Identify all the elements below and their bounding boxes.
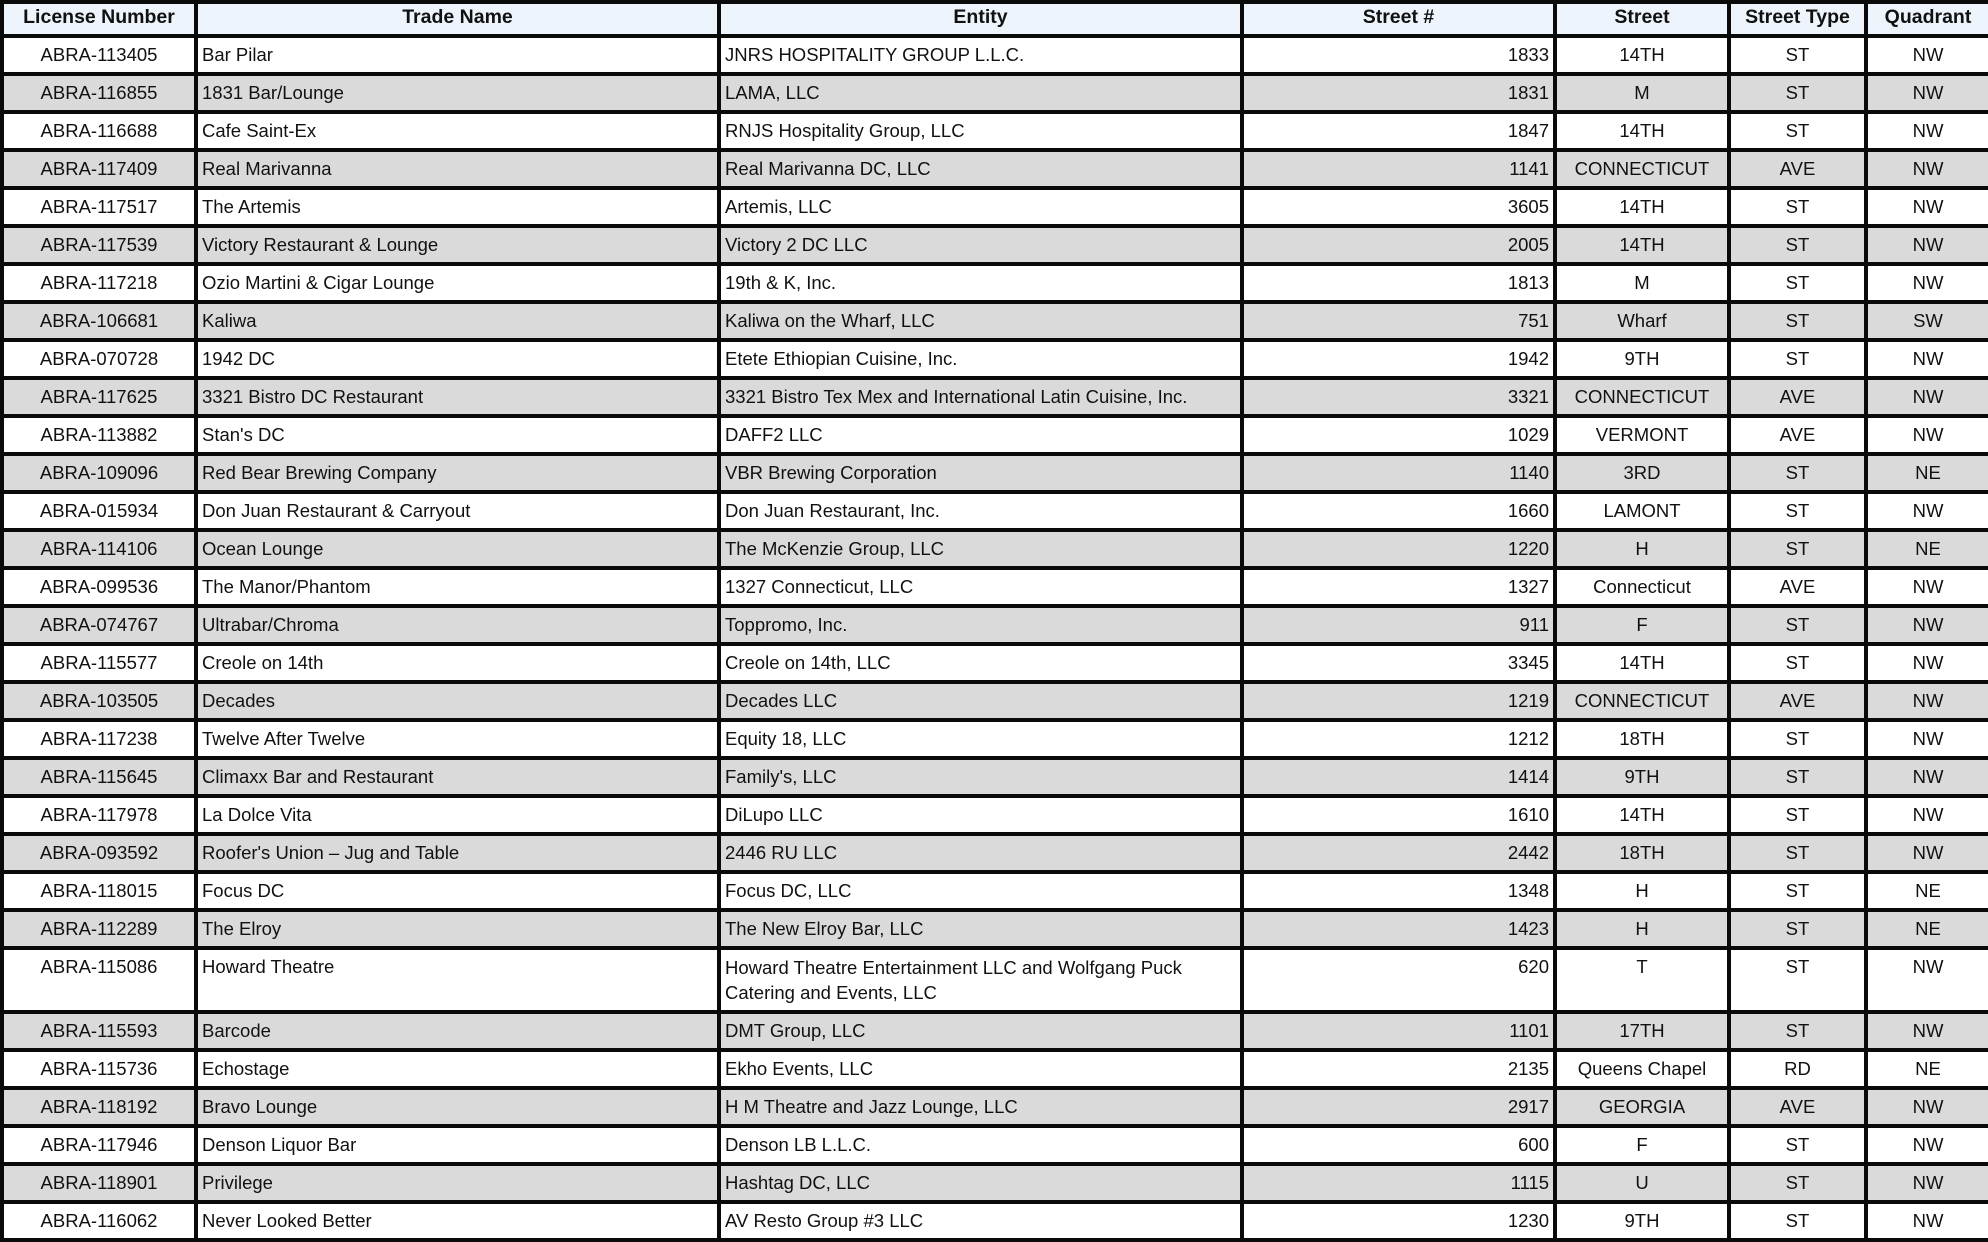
street-type-cell[interactable]: ST (1729, 264, 1866, 302)
table-row (2, 492, 1988, 530)
street-number-cell[interactable]: 1831 (1242, 74, 1555, 112)
trade-name-cell[interactable]: Twelve After Twelve (196, 720, 719, 758)
quadrant-cell[interactable]: NW (1866, 416, 1988, 454)
quadrant-cell[interactable]: NW (1866, 226, 1988, 264)
street-type-cell[interactable]: ST (1729, 796, 1866, 834)
entity-cell[interactable]: Kaliwa on the Wharf, LLC (719, 302, 1242, 340)
street-number-cell[interactable]: 751 (1242, 302, 1555, 340)
street-cell[interactable]: 3RD (1555, 454, 1729, 492)
entity-cell[interactable]: Toppromo, Inc. (719, 606, 1242, 644)
license-number-cell[interactable]: ABRA-115645 (2, 758, 196, 796)
street-number-cell[interactable]: 1115 (1242, 1164, 1555, 1202)
street-cell[interactable]: 18TH (1555, 720, 1729, 758)
table-row (2, 720, 1988, 758)
street-type-cell[interactable]: ST (1729, 1012, 1866, 1050)
street-number-cell[interactable]: 3605 (1242, 188, 1555, 226)
street-type-cell[interactable]: ST (1729, 530, 1866, 568)
street-number-cell[interactable]: 1348 (1242, 872, 1555, 910)
quadrant-cell[interactable]: NE (1866, 530, 1988, 568)
quadrant-cell[interactable]: NW (1866, 112, 1988, 150)
header-trade-name[interactable]: Trade Name (196, 2, 719, 36)
quadrant-cell[interactable]: NW (1866, 1126, 1988, 1164)
quadrant-cell[interactable]: NW (1866, 568, 1988, 606)
license-number-cell[interactable]: ABRA-118901 (2, 1164, 196, 1202)
street-cell[interactable]: 9TH (1555, 758, 1729, 796)
table-row (2, 188, 1988, 226)
street-cell[interactable]: GEORGIA (1555, 1088, 1729, 1126)
entity-cell[interactable]: 3321 Bistro Tex Mex and International Latin Cuisine, Inc. (719, 378, 1242, 416)
quadrant-cell[interactable]: NW (1866, 1202, 1988, 1240)
table-row (2, 948, 1988, 1012)
table-row (2, 74, 1988, 112)
table-row (2, 1050, 1988, 1088)
entity-cell[interactable]: Artemis, LLC (719, 188, 1242, 226)
trade-name-cell[interactable]: Cafe Saint-Ex (196, 112, 719, 150)
table-row (2, 416, 1988, 454)
trade-name-cell[interactable]: Ocean Lounge (196, 530, 719, 568)
quadrant-cell[interactable]: NW (1866, 758, 1988, 796)
entity-cell[interactable]: The McKenzie Group, LLC (719, 530, 1242, 568)
header-street-type[interactable]: Street Type (1729, 2, 1866, 36)
street-type-cell[interactable]: ST (1729, 302, 1866, 340)
trade-name-cell[interactable]: Victory Restaurant & Lounge (196, 226, 719, 264)
street-type-cell[interactable]: ST (1729, 872, 1866, 910)
street-number-cell[interactable]: 1230 (1242, 1202, 1555, 1240)
table-row (2, 834, 1988, 872)
street-number-cell[interactable]: 1220 (1242, 530, 1555, 568)
quadrant-cell[interactable]: NE (1866, 910, 1988, 948)
license-number-cell[interactable]: ABRA-116688 (2, 112, 196, 150)
street-cell[interactable]: 18TH (1555, 834, 1729, 872)
license-number-cell[interactable]: ABRA-117946 (2, 1126, 196, 1164)
entity-cell[interactable]: LAMA, LLC (719, 74, 1242, 112)
table-row (2, 1126, 1988, 1164)
street-type-cell[interactable]: ST (1729, 188, 1866, 226)
trade-name-cell[interactable]: The Artemis (196, 188, 719, 226)
street-type-cell[interactable]: ST (1729, 644, 1866, 682)
street-type-cell[interactable]: ST (1729, 74, 1866, 112)
table-row (2, 1164, 1988, 1202)
entity-cell[interactable]: Focus DC, LLC (719, 872, 1242, 910)
entity-cell[interactable]: Ekho Events, LLC (719, 1050, 1242, 1088)
street-number-cell[interactable]: 1942 (1242, 340, 1555, 378)
entity-cell[interactable]: AV Resto Group #3 LLC (719, 1202, 1242, 1240)
trade-name-cell[interactable]: Barcode (196, 1012, 719, 1050)
license-number-cell[interactable]: ABRA-118015 (2, 872, 196, 910)
street-cell[interactable]: 14TH (1555, 644, 1729, 682)
license-number-cell[interactable]: ABRA-074767 (2, 606, 196, 644)
trade-name-cell[interactable]: Bar Pilar (196, 36, 719, 74)
trade-name-cell[interactable]: Ultrabar/Chroma (196, 606, 719, 644)
street-cell[interactable]: Wharf (1555, 302, 1729, 340)
street-number-cell[interactable]: 600 (1242, 1126, 1555, 1164)
license-number-cell[interactable]: ABRA-112289 (2, 910, 196, 948)
license-number-cell[interactable]: ABRA-115736 (2, 1050, 196, 1088)
street-type-cell[interactable]: AVE (1729, 416, 1866, 454)
trade-name-cell[interactable]: Howard Theatre (196, 948, 719, 1012)
entity-cell[interactable]: 2446 RU LLC (719, 834, 1242, 872)
table-row (2, 226, 1988, 264)
quadrant-cell[interactable]: NW (1866, 606, 1988, 644)
table-row (2, 606, 1988, 644)
street-cell[interactable]: 14TH (1555, 112, 1729, 150)
license-number-cell[interactable]: ABRA-115593 (2, 1012, 196, 1050)
street-number-cell[interactable]: 1212 (1242, 720, 1555, 758)
street-number-cell[interactable]: 1847 (1242, 112, 1555, 150)
trade-name-cell[interactable]: Roofer's Union – Jug and Table (196, 834, 719, 872)
quadrant-cell[interactable]: NW (1866, 150, 1988, 188)
entity-cell[interactable]: VBR Brewing Corporation (719, 454, 1242, 492)
street-type-cell[interactable]: ST (1729, 36, 1866, 74)
street-type-cell[interactable]: AVE (1729, 682, 1866, 720)
entity-cell[interactable]: Family's, LLC (719, 758, 1242, 796)
quadrant-cell[interactable]: NW (1866, 796, 1988, 834)
street-number-cell[interactable]: 2442 (1242, 834, 1555, 872)
table-row (2, 378, 1988, 416)
table-row (2, 1088, 1988, 1126)
quadrant-cell[interactable]: NW (1866, 492, 1988, 530)
trade-name-cell[interactable]: Denson Liquor Bar (196, 1126, 719, 1164)
street-type-cell[interactable]: ST (1729, 720, 1866, 758)
header-quadrant[interactable]: Quadrant (1866, 2, 1988, 36)
license-number-cell[interactable]: ABRA-116062 (2, 1202, 196, 1240)
street-cell[interactable]: 14TH (1555, 796, 1729, 834)
street-cell[interactable]: LAMONT (1555, 492, 1729, 530)
street-number-cell[interactable]: 2135 (1242, 1050, 1555, 1088)
street-cell[interactable]: 14TH (1555, 226, 1729, 264)
entity-cell[interactable]: DMT Group, LLC (719, 1012, 1242, 1050)
license-number-cell[interactable]: ABRA-015934 (2, 492, 196, 530)
street-cell[interactable]: F (1555, 606, 1729, 644)
street-number-cell[interactable]: 3345 (1242, 644, 1555, 682)
street-type-cell[interactable]: ST (1729, 1164, 1866, 1202)
quadrant-cell[interactable]: NW (1866, 264, 1988, 302)
street-cell[interactable]: 14TH (1555, 188, 1729, 226)
street-cell[interactable]: Connecticut (1555, 568, 1729, 606)
entity-cell[interactable]: DAFF2 LLC (719, 416, 1242, 454)
trade-name-cell[interactable]: 3321 Bistro DC Restaurant (196, 378, 719, 416)
trade-name-cell[interactable]: 1831 Bar/Lounge (196, 74, 719, 112)
street-type-cell[interactable]: AVE (1729, 1088, 1866, 1126)
trade-name-cell[interactable]: Creole on 14th (196, 644, 719, 682)
license-number-cell[interactable]: ABRA-113882 (2, 416, 196, 454)
license-number-cell[interactable]: ABRA-114106 (2, 530, 196, 568)
header-street-number[interactable]: Street # (1242, 2, 1555, 36)
street-cell[interactable]: CONNECTICUT (1555, 682, 1729, 720)
table-row (2, 758, 1988, 796)
table-row (2, 796, 1988, 834)
table-row (2, 264, 1988, 302)
trade-name-cell[interactable]: Decades (196, 682, 719, 720)
table-row (2, 872, 1988, 910)
entity-cell[interactable]: Etete Ethiopian Cuisine, Inc. (719, 340, 1242, 378)
quadrant-cell[interactable]: NW (1866, 948, 1988, 1012)
license-number-cell[interactable]: ABRA-117625 (2, 378, 196, 416)
street-cell[interactable]: CONNECTICUT (1555, 378, 1729, 416)
trade-name-cell[interactable]: Ozio Martini & Cigar Lounge (196, 264, 719, 302)
license-number-cell[interactable]: ABRA-117218 (2, 264, 196, 302)
table-row (2, 112, 1988, 150)
trade-name-cell[interactable]: 1942 DC (196, 340, 719, 378)
street-cell[interactable]: H (1555, 872, 1729, 910)
street-cell[interactable]: 17TH (1555, 1012, 1729, 1050)
street-number-cell[interactable]: 620 (1242, 948, 1555, 1012)
quadrant-cell[interactable]: NW (1866, 188, 1988, 226)
trade-name-cell[interactable]: Don Juan Restaurant & Carryout (196, 492, 719, 530)
license-number-cell[interactable]: ABRA-115577 (2, 644, 196, 682)
entity-cell[interactable]: Denson LB L.L.C. (719, 1126, 1242, 1164)
license-number-cell[interactable]: ABRA-103505 (2, 682, 196, 720)
header-row (2, 2, 1988, 36)
street-number-cell[interactable]: 1029 (1242, 416, 1555, 454)
street-number-cell[interactable]: 1140 (1242, 454, 1555, 492)
street-type-cell[interactable]: RD (1729, 1050, 1866, 1088)
street-type-cell[interactable]: ST (1729, 948, 1866, 1012)
street-number-cell[interactable]: 1660 (1242, 492, 1555, 530)
license-number-cell[interactable]: ABRA-113405 (2, 36, 196, 74)
table-row (2, 150, 1988, 188)
street-number-cell[interactable]: 911 (1242, 606, 1555, 644)
street-number-cell[interactable]: 1610 (1242, 796, 1555, 834)
street-type-cell[interactable]: ST (1729, 1202, 1866, 1240)
street-type-cell[interactable]: ST (1729, 1126, 1866, 1164)
table-row (2, 1202, 1988, 1240)
street-number-cell[interactable]: 1101 (1242, 1012, 1555, 1050)
trade-name-cell[interactable]: The Manor/Phantom (196, 568, 719, 606)
table-row (2, 302, 1988, 340)
table-row (2, 682, 1988, 720)
quadrant-cell[interactable]: SW (1866, 302, 1988, 340)
license-number-cell[interactable]: ABRA-117978 (2, 796, 196, 834)
street-number-cell[interactable]: 2005 (1242, 226, 1555, 264)
license-number-cell[interactable]: ABRA-106681 (2, 302, 196, 340)
street-type-cell[interactable]: ST (1729, 834, 1866, 872)
table-row (2, 568, 1988, 606)
quadrant-cell[interactable]: NE (1866, 872, 1988, 910)
street-cell[interactable]: T (1555, 948, 1729, 1012)
street-type-cell[interactable]: ST (1729, 910, 1866, 948)
license-number-cell[interactable]: ABRA-070728 (2, 340, 196, 378)
street-type-cell[interactable]: ST (1729, 454, 1866, 492)
license-number-cell[interactable]: ABRA-117517 (2, 188, 196, 226)
license-number-cell[interactable]: ABRA-116855 (2, 74, 196, 112)
trade-name-cell[interactable]: Climaxx Bar and Restaurant (196, 758, 719, 796)
license-number-cell[interactable]: ABRA-117409 (2, 150, 196, 188)
street-cell[interactable]: 14TH (1555, 36, 1729, 74)
street-type-cell[interactable]: ST (1729, 606, 1866, 644)
license-number-cell[interactable]: ABRA-118192 (2, 1088, 196, 1126)
street-number-cell[interactable]: 1414 (1242, 758, 1555, 796)
street-type-cell[interactable]: ST (1729, 758, 1866, 796)
header-street[interactable]: Street (1555, 2, 1729, 36)
street-cell[interactable]: 9TH (1555, 340, 1729, 378)
trade-name-cell[interactable]: Focus DC (196, 872, 719, 910)
license-number-cell[interactable]: ABRA-117539 (2, 226, 196, 264)
trade-name-cell[interactable]: Red Bear Brewing Company (196, 454, 719, 492)
license-number-cell[interactable]: ABRA-117238 (2, 720, 196, 758)
street-number-cell[interactable]: 3321 (1242, 378, 1555, 416)
quadrant-cell[interactable]: NE (1866, 454, 1988, 492)
table-row (2, 1012, 1988, 1050)
table-row (2, 36, 1988, 74)
entity-cell[interactable]: Don Juan Restaurant, Inc. (719, 492, 1242, 530)
table-row (2, 340, 1988, 378)
street-number-cell[interactable]: 1219 (1242, 682, 1555, 720)
trade-name-cell[interactable]: Real Marivanna (196, 150, 719, 188)
street-cell[interactable]: Queens Chapel (1555, 1050, 1729, 1088)
street-cell[interactable]: F (1555, 1126, 1729, 1164)
license-number-cell[interactable]: ABRA-109096 (2, 454, 196, 492)
street-type-cell[interactable]: AVE (1729, 378, 1866, 416)
license-number-cell[interactable]: ABRA-093592 (2, 834, 196, 872)
quadrant-cell[interactable]: NW (1866, 36, 1988, 74)
trade-name-cell[interactable]: Never Looked Better (196, 1202, 719, 1240)
street-type-cell[interactable]: AVE (1729, 150, 1866, 188)
street-number-cell[interactable]: 1833 (1242, 36, 1555, 74)
table-row (2, 530, 1988, 568)
street-cell[interactable]: H (1555, 530, 1729, 568)
quadrant-cell[interactable]: NW (1866, 1012, 1988, 1050)
street-number-cell[interactable]: 1813 (1242, 264, 1555, 302)
entity-cell[interactable]: JNRS HOSPITALITY GROUP L.L.C. (719, 36, 1242, 74)
entity-cell[interactable]: Howard Theatre Entertainment LLC and Wolfgang Puck Catering and Events, LLC (719, 948, 1242, 1012)
trade-name-cell[interactable]: Privilege (196, 1164, 719, 1202)
street-cell[interactable]: M (1555, 74, 1729, 112)
quadrant-cell[interactable]: NW (1866, 834, 1988, 872)
quadrant-cell[interactable]: NW (1866, 1088, 1988, 1126)
quadrant-cell[interactable]: NW (1866, 1164, 1988, 1202)
street-type-cell[interactable]: AVE (1729, 568, 1866, 606)
street-cell[interactable]: VERMONT (1555, 416, 1729, 454)
quadrant-cell[interactable]: NW (1866, 644, 1988, 682)
street-number-cell[interactable]: 1141 (1242, 150, 1555, 188)
entity-cell[interactable]: Hashtag DC, LLC (719, 1164, 1242, 1202)
entity-cell[interactable]: RNJS Hospitality Group, LLC (719, 112, 1242, 150)
street-number-cell[interactable]: 2917 (1242, 1088, 1555, 1126)
street-cell[interactable]: H (1555, 910, 1729, 948)
license-number-cell[interactable]: ABRA-115086 (2, 948, 196, 1012)
entity-cell[interactable]: DiLupo LLC (719, 796, 1242, 834)
entity-cell[interactable]: Decades LLC (719, 682, 1242, 720)
street-cell[interactable]: U (1555, 1164, 1729, 1202)
street-number-cell[interactable]: 1423 (1242, 910, 1555, 948)
street-cell[interactable]: M (1555, 264, 1729, 302)
table-row (2, 454, 1988, 492)
street-type-cell[interactable]: ST (1729, 492, 1866, 530)
trade-name-cell[interactable]: La Dolce Vita (196, 796, 719, 834)
quadrant-cell[interactable]: NW (1866, 682, 1988, 720)
trade-name-cell[interactable]: Echostage (196, 1050, 719, 1088)
entity-cell[interactable]: Real Marivanna DC, LLC (719, 150, 1242, 188)
table-body (2, 36, 1988, 1240)
entity-cell[interactable]: 19th & K, Inc. (719, 264, 1242, 302)
entity-cell[interactable]: The New Elroy Bar, LLC (719, 910, 1242, 948)
license-number-cell[interactable]: ABRA-099536 (2, 568, 196, 606)
street-type-cell[interactable]: ST (1729, 112, 1866, 150)
entity-cell[interactable]: Equity 18, LLC (719, 720, 1242, 758)
quadrant-cell[interactable]: NE (1866, 1050, 1988, 1088)
entity-cell[interactable]: H M Theatre and Jazz Lounge, LLC (719, 1088, 1242, 1126)
quadrant-cell[interactable]: NW (1866, 340, 1988, 378)
header-entity[interactable]: Entity (719, 2, 1242, 36)
entity-cell[interactable]: Victory 2 DC LLC (719, 226, 1242, 264)
trade-name-cell[interactable]: Kaliwa (196, 302, 719, 340)
entity-cell[interactable]: Creole on 14th, LLC (719, 644, 1242, 682)
street-cell[interactable]: 9TH (1555, 1202, 1729, 1240)
table-row (2, 644, 1988, 682)
table-row (2, 910, 1988, 948)
quadrant-cell[interactable]: NW (1866, 720, 1988, 758)
trade-name-cell[interactable]: Bravo Lounge (196, 1088, 719, 1126)
street-type-cell[interactable]: ST (1729, 226, 1866, 264)
trade-name-cell[interactable]: Stan's DC (196, 416, 719, 454)
quadrant-cell[interactable]: NW (1866, 74, 1988, 112)
street-cell[interactable]: CONNECTICUT (1555, 150, 1729, 188)
street-number-cell[interactable]: 1327 (1242, 568, 1555, 606)
trade-name-cell[interactable]: The Elroy (196, 910, 719, 948)
quadrant-cell[interactable]: NW (1866, 378, 1988, 416)
entity-cell[interactable]: 1327 Connecticut, LLC (719, 568, 1242, 606)
header-license-number[interactable]: License Number (2, 2, 196, 36)
street-type-cell[interactable]: ST (1729, 340, 1866, 378)
